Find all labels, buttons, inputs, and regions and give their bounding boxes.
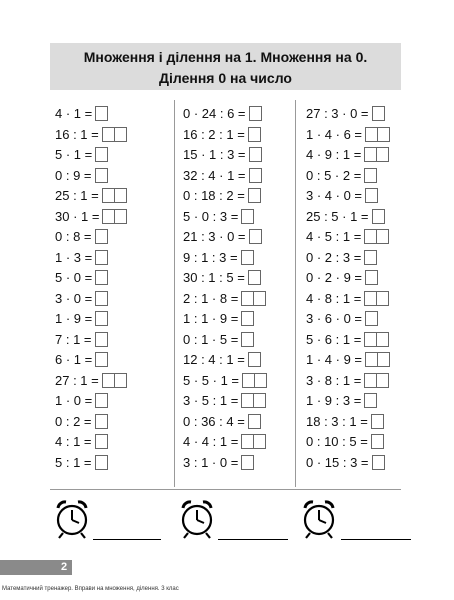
answer-box[interactable] xyxy=(365,188,378,203)
exercise-expression: 1 · 9 : 3 = xyxy=(306,393,362,409)
exercise-expression: 1 · 9 = xyxy=(55,311,93,327)
answer-box[interactable] xyxy=(241,393,254,408)
answer-box[interactable] xyxy=(371,434,384,449)
exercise-expression: 3 · 0 = xyxy=(55,290,93,306)
answer-box[interactable] xyxy=(241,209,254,224)
answer-box[interactable] xyxy=(365,270,378,285)
exercise-row xyxy=(183,145,262,162)
answer-box[interactable] xyxy=(241,250,254,265)
answer-box[interactable] xyxy=(372,209,385,224)
answer-line[interactable] xyxy=(218,539,288,540)
exercise-row xyxy=(306,309,378,326)
answer-box[interactable] xyxy=(364,250,377,265)
answer-line[interactable] xyxy=(341,539,411,540)
exercise-expression: 5 : 1 = xyxy=(55,454,92,470)
answer-line[interactable] xyxy=(93,539,161,540)
exercise-expression: 4 · 4 : 1 = xyxy=(183,434,239,450)
exercise-row xyxy=(55,268,108,285)
exercise-expression: 0 · 15 : 3 = xyxy=(306,454,369,470)
answer-box[interactable] xyxy=(371,414,384,429)
alarm-clock-icon xyxy=(299,498,339,540)
exercise-row xyxy=(306,330,389,347)
exercise-expression: 6 · 1 = xyxy=(55,352,93,368)
answer-box[interactable] xyxy=(102,188,115,203)
answer-box[interactable] xyxy=(241,311,254,326)
exercise-row xyxy=(55,371,127,388)
title-line-2: Ділення 0 на число xyxy=(159,70,292,86)
answer-box[interactable] xyxy=(249,106,262,121)
page-number: 2 xyxy=(60,561,68,573)
answer-box[interactable] xyxy=(241,332,254,347)
exercise-row xyxy=(306,350,390,367)
answer-box[interactable] xyxy=(254,434,266,449)
answer-box[interactable] xyxy=(372,106,385,121)
exercise-row xyxy=(306,125,390,142)
answer-box[interactable] xyxy=(95,147,108,162)
alarm-clock-icon xyxy=(52,498,92,540)
answer-box[interactable] xyxy=(95,311,108,326)
answer-box[interactable] xyxy=(115,373,127,388)
answer-box[interactable] xyxy=(102,127,115,142)
answer-box[interactable] xyxy=(95,455,108,470)
exercise-row xyxy=(183,104,262,121)
answer-box[interactable] xyxy=(102,209,115,224)
answer-box[interactable] xyxy=(365,352,378,367)
exercise-expression: 30 : 1 : 5 = xyxy=(183,270,245,286)
answer-box[interactable] xyxy=(377,147,389,162)
answer-box[interactable] xyxy=(241,291,254,306)
exercise-row xyxy=(306,186,378,203)
exercise-expression: 5 · 1 = xyxy=(55,147,93,163)
exercise-expression: 32 : 4 · 1 = xyxy=(183,167,246,183)
answer-box[interactable] xyxy=(115,209,127,224)
answer-box[interactable] xyxy=(95,106,108,121)
exercise-expression: 27 : 3 · 0 = xyxy=(306,106,369,122)
answer-box[interactable] xyxy=(364,393,377,408)
title-line-1: Множення і ділення на 1. Множення на 0. xyxy=(83,49,368,65)
answer-box[interactable] xyxy=(377,291,389,306)
exercise-expression: 0 : 2 = xyxy=(55,413,92,429)
exercise-row xyxy=(183,186,261,203)
exercise-expression: 21 : 3 · 0 = xyxy=(183,229,246,245)
exercise-expression: 15 · 1 : 3 = xyxy=(183,147,246,163)
answer-box[interactable] xyxy=(378,352,390,367)
exercise-row xyxy=(306,248,377,265)
exercise-expression: 16 : 1 = xyxy=(55,126,99,142)
answer-box[interactable] xyxy=(248,414,261,429)
exercise-row xyxy=(306,104,385,121)
exercise-row xyxy=(55,412,108,429)
exercise-expression: 12 : 4 : 1 = xyxy=(183,352,245,368)
answer-box[interactable] xyxy=(254,291,266,306)
exercise-row xyxy=(55,145,108,162)
bottom-divider xyxy=(50,489,401,490)
exercise-expression: 5 · 6 : 1 = xyxy=(306,331,362,347)
answer-box[interactable] xyxy=(95,291,108,306)
answer-box[interactable] xyxy=(95,414,108,429)
exercise-expression: 3 · 5 : 1 = xyxy=(183,393,239,409)
exercise-expression: 0 : 18 : 2 = xyxy=(183,188,245,204)
exercise-row xyxy=(183,453,254,470)
exercise-row xyxy=(306,391,377,408)
exercise-expression: 1 : 1 · 9 = xyxy=(183,311,239,327)
exercise-expression: 9 : 1 : 3 = xyxy=(183,249,238,265)
exercise-row xyxy=(183,227,262,244)
exercise-row xyxy=(183,391,266,408)
exercise-expression: 2 : 1 · 8 = xyxy=(183,290,239,306)
answer-box[interactable] xyxy=(378,127,390,142)
exercise-row xyxy=(306,145,389,162)
answer-box[interactable] xyxy=(242,373,255,388)
exercise-row xyxy=(183,432,266,449)
exercise-expression: 3 · 8 : 1 = xyxy=(306,372,362,388)
answer-box[interactable] xyxy=(249,229,262,244)
exercise-row xyxy=(183,248,254,265)
exercise-row xyxy=(55,309,108,326)
exercise-row xyxy=(183,330,254,347)
title-box xyxy=(50,43,401,90)
exercise-row xyxy=(183,125,261,142)
exercise-expression: 1 · 0 = xyxy=(55,393,93,409)
answer-box[interactable] xyxy=(115,188,127,203)
answer-box[interactable] xyxy=(102,373,115,388)
answer-box[interactable] xyxy=(377,332,389,347)
exercise-expression: 0 : 9 = xyxy=(55,167,92,183)
exercise-expression: 1 · 3 = xyxy=(55,249,93,265)
exercise-row xyxy=(55,248,108,265)
answer-box[interactable] xyxy=(377,229,389,244)
answer-box[interactable] xyxy=(365,311,378,326)
exercise-expression: 5 · 5 · 1 = xyxy=(183,372,239,388)
exercise-expression: 4 · 1 = xyxy=(55,106,93,122)
answer-box[interactable] xyxy=(364,229,377,244)
exercise-row xyxy=(183,371,267,388)
exercise-expression: 1 · 4 · 6 = xyxy=(306,126,362,142)
exercise-row xyxy=(183,166,262,183)
exercise-expression: 3 · 4 · 0 = xyxy=(306,188,362,204)
exercise-expression: 0 : 10 : 5 = xyxy=(306,434,368,450)
answer-box[interactable] xyxy=(248,270,261,285)
answer-box[interactable] xyxy=(241,455,254,470)
exercise-row xyxy=(55,289,108,306)
answer-box[interactable] xyxy=(364,147,377,162)
exercise-row xyxy=(55,166,108,183)
column-divider xyxy=(174,100,175,487)
exercise-row xyxy=(306,412,384,429)
answer-box[interactable] xyxy=(255,373,267,388)
exercise-row xyxy=(55,432,108,449)
exercise-expression: 18 : 3 : 1 = xyxy=(306,413,368,429)
exercise-row xyxy=(55,104,108,121)
exercise-row xyxy=(55,125,127,142)
exercise-expression: 0 · 24 : 6 = xyxy=(183,106,246,122)
exercise-expression: 0 : 1 · 5 = xyxy=(183,331,239,347)
exercise-row xyxy=(306,371,389,388)
exercise-expression: 0 · 2 · 9 = xyxy=(306,270,362,286)
answer-box[interactable] xyxy=(365,127,378,142)
answer-box[interactable] xyxy=(249,147,262,162)
answer-box[interactable] xyxy=(364,168,377,183)
exercise-row xyxy=(55,227,108,244)
exercise-expression: 3 : 1 · 0 = xyxy=(183,454,239,470)
exercise-expression: 4 : 1 = xyxy=(55,434,92,450)
column-divider xyxy=(295,100,296,487)
answer-box[interactable] xyxy=(95,393,108,408)
exercise-expression: 16 : 2 : 1 = xyxy=(183,126,245,142)
exercise-expression: 25 : 5 · 1 = xyxy=(306,208,369,224)
exercise-row xyxy=(306,207,385,224)
exercise-expression: 0 : 8 = xyxy=(55,229,92,245)
exercise-expression: 1 · 4 · 9 = xyxy=(306,352,362,368)
exercise-row xyxy=(183,268,261,285)
answer-box[interactable] xyxy=(364,332,377,347)
alarm-clock-icon xyxy=(177,498,217,540)
exercise-row xyxy=(306,166,377,183)
answer-box[interactable] xyxy=(248,127,261,142)
answer-box[interactable] xyxy=(95,352,108,367)
exercise-expression: 0 · 2 : 3 = xyxy=(306,249,362,265)
answer-box[interactable] xyxy=(248,188,261,203)
answer-box[interactable] xyxy=(241,434,254,449)
exercise-row xyxy=(306,289,389,306)
answer-box[interactable] xyxy=(254,393,266,408)
exercise-row xyxy=(183,207,254,224)
answer-box[interactable] xyxy=(95,250,108,265)
exercise-row xyxy=(183,289,266,306)
exercise-expression: 27 : 1 = xyxy=(55,372,99,388)
answer-box[interactable] xyxy=(364,291,377,306)
answer-box[interactable] xyxy=(377,373,389,388)
footer-text: Математичний тренажер. Вправи на множення, ділення. 3 клас xyxy=(2,586,179,592)
exercise-row xyxy=(306,268,378,285)
answer-box[interactable] xyxy=(95,168,108,183)
exercise-expression: 4 · 9 : 1 = xyxy=(306,147,362,163)
exercise-row xyxy=(55,207,127,224)
exercise-row xyxy=(306,432,384,449)
exercise-expression: 5 · 0 : 3 = xyxy=(183,208,239,224)
answer-box[interactable] xyxy=(249,168,262,183)
exercise-row xyxy=(55,453,108,470)
exercise-expression: 3 · 6 · 0 = xyxy=(306,311,362,327)
answer-box[interactable] xyxy=(95,229,108,244)
answer-box[interactable] xyxy=(364,373,377,388)
exercise-row xyxy=(183,350,261,367)
exercise-expression: 5 · 0 = xyxy=(55,270,93,286)
answer-box[interactable] xyxy=(95,434,108,449)
exercise-expression: 0 : 36 : 4 = xyxy=(183,413,245,429)
exercise-expression: 4 · 8 : 1 = xyxy=(306,290,362,306)
exercise-expression: 4 · 5 : 1 = xyxy=(306,229,362,245)
exercise-row xyxy=(306,453,385,470)
exercise-row xyxy=(55,391,108,408)
exercise-row xyxy=(55,330,108,347)
exercise-expression: 0 : 5 · 2 = xyxy=(306,167,362,183)
exercise-expression: 30 · 1 = xyxy=(55,208,100,224)
answer-box[interactable] xyxy=(95,332,108,347)
answer-box[interactable] xyxy=(248,352,261,367)
exercise-row xyxy=(55,186,127,203)
exercise-row xyxy=(183,412,261,429)
answer-box[interactable] xyxy=(95,270,108,285)
exercise-row xyxy=(306,227,389,244)
exercise-row xyxy=(55,350,108,367)
exercise-expression: 25 : 1 = xyxy=(55,188,99,204)
exercise-expression: 7 : 1 = xyxy=(55,331,92,347)
answer-box[interactable] xyxy=(115,127,127,142)
exercise-row xyxy=(183,309,254,326)
answer-box[interactable] xyxy=(372,455,385,470)
